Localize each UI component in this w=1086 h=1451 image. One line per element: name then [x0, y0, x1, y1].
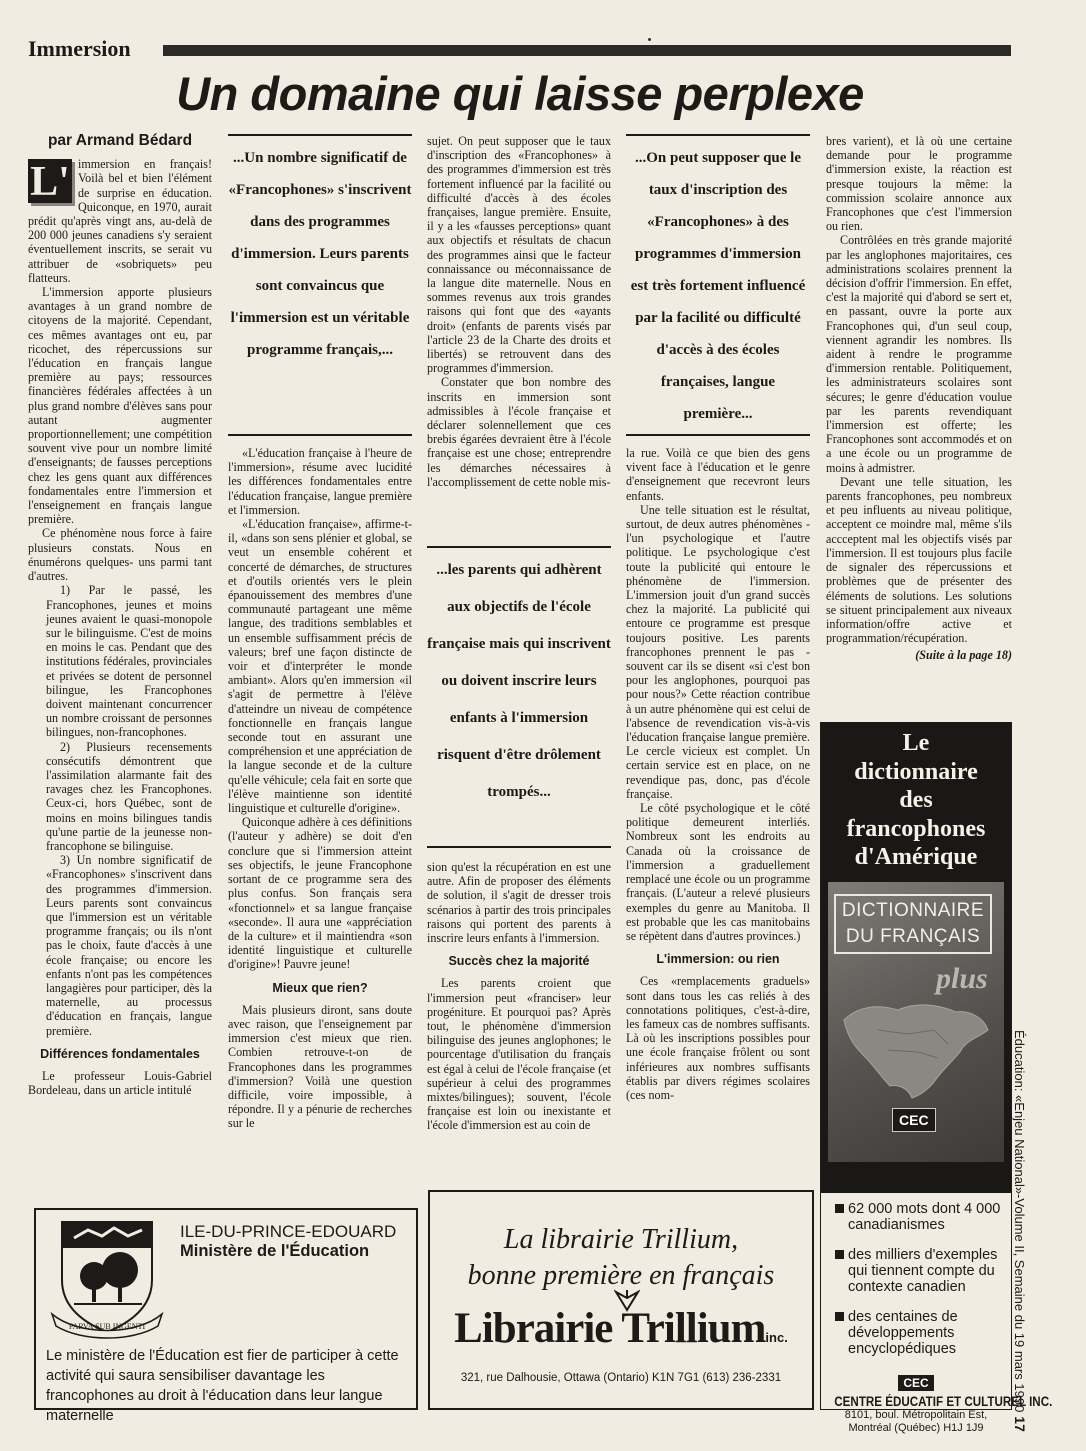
- paragraph: la rue. Voilà ce que bien des gens vivent face à l'éducation et le genre d'enseignement que recevront leurs enfants.: [626, 446, 810, 503]
- subheading: Succès chez la majorité: [448, 954, 590, 969]
- cover-title-line: DU FRANÇAIS: [845, 925, 981, 947]
- pei-province-name: ILE-DU-PRINCE-EDOUARD: [180, 1222, 397, 1241]
- speck: [648, 38, 651, 41]
- paragraph: Le professeur Louis-Gabriel Bordeleau, dans un article intitulé: [28, 1069, 212, 1098]
- north-america-map-icon: [838, 1000, 994, 1100]
- ad-title-line: d'Amérique: [854, 844, 978, 870]
- paragraph: sujet. On peut supposer que le taux d'inscription des «Francophones» à des programmes d'immersion est très fortement influencé par la facilité ou difficulté d'accès à des écoles françaises, langue première. Ensuite, il y a les «fausses perceptions» quant aux objectifs et résultats de chacun des programmes ainsi que le facteur connaissance ou méconnaissance de la langue dite maternelle. Nous en sommes revenus aux trois grandes raisons qui font que des «ayants droit» (enfants de parents visés par l'article 23 de la Charte des droits et libertés) se retrouvent dans des programmes d'immersion.: [427, 134, 611, 376]
- list-item: 3) Un nombre significatif de «Francophones» s'inscrivent dans des programmes d'immersion. Leurs parents sont convaincus que l'immersion est un véritable programme français; ou ils n'ont pas le choix, faute d'accès à une école française; ou encore les enfants n'ont pas les compétences langagières pour participer, dès la maternelle, au processus d'éducation en français, langue première.: [46, 853, 212, 1038]
- pull-quote-1: ...Un nombre significatif de «Francophones» s'inscrivent dans des programmes d'immersion. Leurs parents sont convaincus que l'immersion est un véritable programme français,...: [228, 134, 412, 436]
- list-item: 1) Par le passé, les Francophones, jeunes et moins jeunes avaient le quasi-monopole sur le bilinguisme. C'est de moins en moins le cas. Pendant que des institutions fédérales, provinciales et privées se dotent de personnel bilingue, les Francophones doivent maintenant concurrencer un nombre croissant de personnes bilingues, non-francophones.: [46, 583, 212, 740]
- subheading: L'immersion: ou rien: [656, 952, 780, 967]
- dictionary-cover: [828, 882, 1004, 1162]
- ad-title-line: dictionnaire: [854, 758, 978, 785]
- ad-title-line: francophones: [846, 815, 986, 842]
- dictionary-ad-banner: [821, 723, 1011, 1193]
- paragraph: sion qu'est la récupération en est une autre. Afin de proposer des éléments de solution, il s'agit de dresser trois scénarios à partir des trois principales raisons qui portent des parents à inscrire leurs enfants à l'immersion.: [427, 860, 611, 946]
- pei-ministry-name: Ministère de l'Éducation: [180, 1242, 370, 1260]
- paragraph: Les parents croient que l'immersion peut «franciser» leur progéniture. Et pourquoi pas? Après tout, le phénomène d'immersion bilinguise des jeunes anglophones; le pourcentage d'utilisation du français est égal à celui de l'école française (et supérieur à celui des programmes mixtes/bilingues); souvent, l'école française est loin ou inexistante et l'école d'immersion est au coin de: [427, 976, 611, 1133]
- trillium-bookstore-ad: [428, 1190, 814, 1410]
- trillium-slogan: [430, 1222, 812, 1294]
- ad-title-line: Le: [902, 730, 930, 756]
- list-item: 2) Plusieurs recensements consécutifs démontrent que l'assimilation alarmante fait des ravages chez les Francophones. Ceux-ci, hors Québec, sont de moins en moins bilingues tandis qu'une partie de la jeunesse non-francophone se bilinguise.: [46, 739, 212, 853]
- pull-quote-3: ...On peut supposer que le taux d'inscription des «Francophones» à des programmes d'immersion est très fortement influencé par la facilité ou difficulté d'accès à des écoles françaises, langue première...: [626, 134, 810, 436]
- dictionary-features: [821, 1193, 1011, 1357]
- article-column-1: [28, 134, 212, 1097]
- paragraph: Quiconque adhère à ces définitions (l'auteur y adhère) se doit d'en conclure que si l'immersion atteint ses objectifs, le jeune Francophone sortant de ce programme sera des plus confus. Son français sera «fonctionnel» et sa langue française «seconde». Il aura une «appréciation de la culture» et il maintiendra «son identité linguistique et culturelle d'origine»! Pauvre jeune!: [228, 815, 412, 972]
- paragraph: Constater que bon nombre des inscrits en immersion sont admissibles à l'école française et déclarer solennellement que ces brebis égarées devraient être à l'école française est une chose; entreprendre les démarches nécessaires à l'accomplissement de cette noble mis-: [427, 375, 611, 489]
- article-column-4: [626, 446, 810, 1102]
- subheading: Différences fondamentales: [40, 1046, 200, 1061]
- article-column-5: [826, 134, 1012, 663]
- drop-cap: L': [28, 159, 72, 203]
- paragraph: Ces «remplacements graduels» sont dans tous les cas reliés à des connotations politiques, c'est-à-dire, les fameux cas de nombres suffisants. Là où les inscriptions possibles pour une école française frôlent ou sont inférieures aux nombres suffisants établis par divers régimes scolaires (ces nom-: [626, 974, 810, 1102]
- folio-text: Éducation: «Enjeu National»-Volume II, Semaine du 19 mars 1990: [1012, 1030, 1027, 1413]
- pei-ad-text: Le ministère de l'Éducation est fier de participer à cette activité qui saura sensibiliser davantage les francophones au droit à l'éducation dans leur langue maternelle: [46, 1348, 399, 1424]
- feature-text: 62 000 mots dont 4 000 canadianismes: [848, 1201, 1001, 1233]
- paragraph: Mais plusieurs diront, sans doute avec raison, que l'enseignement par immersion c'est mieux que rien. Combien retrouve-t-on de Francophones dans les programmes d'immersion? Voilà une question difficile, voire impossible, à répondre. Il y a pénurie de recherches sur le: [228, 1002, 412, 1131]
- publisher-address: 8101, boul. Métropolitain Est,: [844, 1409, 988, 1421]
- byline: par Armand Bédard: [47, 132, 193, 149]
- paragraph: L'immersion apporte plusieurs avantages à un grand nombre de citoyens de la majorité. Cependant, ces mêmes avantages ont eu, par ricochet, des répercussions sur l'éducation en français langue première au pays; ressources financières fédérales affectées à un plus grand nombre d'élèves sans pour autant augmenter proportionnellement; une compétition souvent vive pour un nombre limité d'enseignants; de fausses perceptions chez les gens quant aux différences fondamentales entre l'immersion et l'enseignement en français langue première.: [28, 285, 212, 527]
- paragraph: Devant une telle situation, les parents francophones, peu nombreux et peu influents au niveau politique, acceptent ce moindre mal, même s'ils accceptent mal les objectifs visés par l'immersion. Il est toujours plus facile de signaler des répercussions et problèmes que de présenter des éléments de solutions. Les solutions se situent principalement aux niveaux information/offre active et programmation/récupération.: [826, 474, 1012, 646]
- bullet-icon: [835, 1204, 844, 1213]
- article-column-3-continued: [427, 860, 611, 1133]
- pei-motto: PARVA SUB INGENTI: [68, 1322, 146, 1331]
- feature-text: des milliers d'exemples qui tiennent compte du contexte canadien: [848, 1247, 998, 1295]
- logo-suffix: inc.: [765, 1330, 788, 1345]
- paragraph: Ce phénomène nous force à faire plusieurs constats. Nous en énumérons quelques- uns parmi tant d'autres.: [28, 526, 212, 584]
- publisher-address: Montréal (Québec) H1J 1J9: [848, 1422, 984, 1434]
- section-rule: [163, 45, 1011, 56]
- paragraph: bres varient), et là où une certaine demande pour le programme d'immersion existe, la réaction est presque toujours la même: la commission scolaire annonce aux Francophones que c'est l'immersion ou rien.: [826, 134, 1012, 234]
- feature-text: des centaines de développements encyclopédiques: [848, 1309, 958, 1357]
- paragraph: Contrôlées en très grande majorité par les anglophones majoritaires, ces administrations scolaires prennent la décision d'offrir l'immersion. En effet, c'est la majorité qui d'abord se sert et, en passant, ouvre la porte aux Francophones qui, d'un seul coup, viennent agrandir les nombres. Ils aident à rendre le programme d'immersion rentable. Politiquement, les administrateurs scolaires sont sécures; le genre d'éducation voulue par les parents revendiquant l'immersion est offerte; les Francophones sont accommodés et on a une école ou un programme de moins à admistrer.: [826, 233, 1012, 475]
- pei-ministry-ad: [34, 1208, 418, 1424]
- bullet-icon: [835, 1250, 844, 1259]
- trillium-address: 321, rue Dalhousie, Ottawa (Ontario) K1N 7G1 (613) 236-2331: [460, 1372, 782, 1384]
- pull-quote-2: ...les parents qui adhèrent aux objectifs de l'école française mais qui inscrivent ou doivent inscrire leurs enfants à l'immersion risquent d'être drôlement trompés...: [427, 546, 611, 848]
- slogan-line: bonne première en français: [467, 1260, 775, 1291]
- article-column-2: [228, 446, 412, 1131]
- slogan-line: La librairie Trillium,: [503, 1224, 739, 1255]
- section-label: Immersion: [28, 36, 131, 61]
- logo-wordmark: Librairie Trillium: [454, 1305, 766, 1352]
- page-number: 17: [1012, 1416, 1028, 1432]
- pei-coat-of-arms-icon: [48, 1218, 166, 1340]
- ad-title-line: des: [899, 787, 933, 813]
- cec-logo: CEC: [898, 1375, 933, 1391]
- cover-title-box: [834, 894, 992, 954]
- cover-cec-logo: CEC: [892, 1108, 936, 1132]
- subheading: Mieux que rien?: [272, 980, 368, 995]
- paragraph: Le côté psychologique et le côté politique demeurent interliés. Nombreux sont les endroits au Canada où la croissance de l'immersion a graduellement remplacé une école ou un programme français. (L'auteur a relevé plusieurs exemples du genre au Manitoba. Il est probable que les cas manitobains se répètent dans d'autres provinces.): [626, 801, 810, 943]
- feature-item: [835, 1309, 1001, 1357]
- paragraph: «L'éducation française», affirme-t-il, «dans son sens plénier et global, se veut un ensemble cohérent et concerté de démarches, de structures et d'outils orientés vers le plein épanouissement des membres d'une communauté partageant une même langue, des traditions semblables et un ensemble suffisamment précis de valeurs; bref une façon distincte de voir et d'interpréter le monde ambiant». Alors qu'en immersion «il s'agit de permettre à l'élève d'atteindre un niveau de compétence fonctionnelle en français langue seconde tout en assurant une compréhension et une appréciation de la langue seconde et de la culture qu'elle véhicule; cela fait en sorte que l'élève maintienne son identité linguistique et culturelle d'origine».: [228, 517, 412, 816]
- feature-item: [835, 1201, 1001, 1233]
- feature-item: [835, 1247, 1001, 1295]
- cover-title-line: DICTIONNAIRE: [841, 899, 985, 921]
- continued-note: (Suite à la page 18): [915, 648, 1012, 663]
- trillium-logo: [430, 1304, 812, 1353]
- paragraph: immersion en français! Voilà bel et bien l'élément de surprise en éducation. Quiconque, en 1970, aurait prédit qu'après vingt ans, au-delà de 200 000 jeunes canadiens s'y seraient éventuellement inscrits, se serait vu attribuer de «sobriquets» peu flatteurs.: [28, 157, 212, 285]
- publisher-name: CENTRE ÉDUCATIF ET CULTUREL INC.: [834, 1394, 1053, 1409]
- paragraph: Une telle situation est le résultat, surtout, de deux autres phénomènes - l'un psychologique et l'autre politique. Le psychologique c'est toute la publicité qui entoure le phénomène de l'immersion. L'immersion jouit d'un grand succès chez la majorité. La publicité qui entoure ce programme est presque toujours positive. Les parents francophones prennent le pas - souvent car ils se disent «si c'est bon pour les anglophones, pourquoi pas pour nous?» Cette réaction contribue à un autre phénomène qui est celui de l'absence de revendication vis-à-vis l'éducation française langue première. Le cercle vicieux est complet. Un certain service est en place, on ne revendique pas, donc, pas d'école française.: [626, 502, 810, 801]
- article-column-3: [427, 134, 611, 489]
- bullet-icon: [835, 1312, 844, 1321]
- cover-plus: plus: [936, 961, 988, 995]
- page-folio: [1012, 1030, 1028, 1432]
- paragraph: «L'éducation française à l'heure de l'immersion», résume avec lucidité les différences fondamentales entre l'éducation française, langue première et l'immersion.: [228, 446, 412, 517]
- headline: Un domaine qui laisse perplexe: [176, 67, 864, 120]
